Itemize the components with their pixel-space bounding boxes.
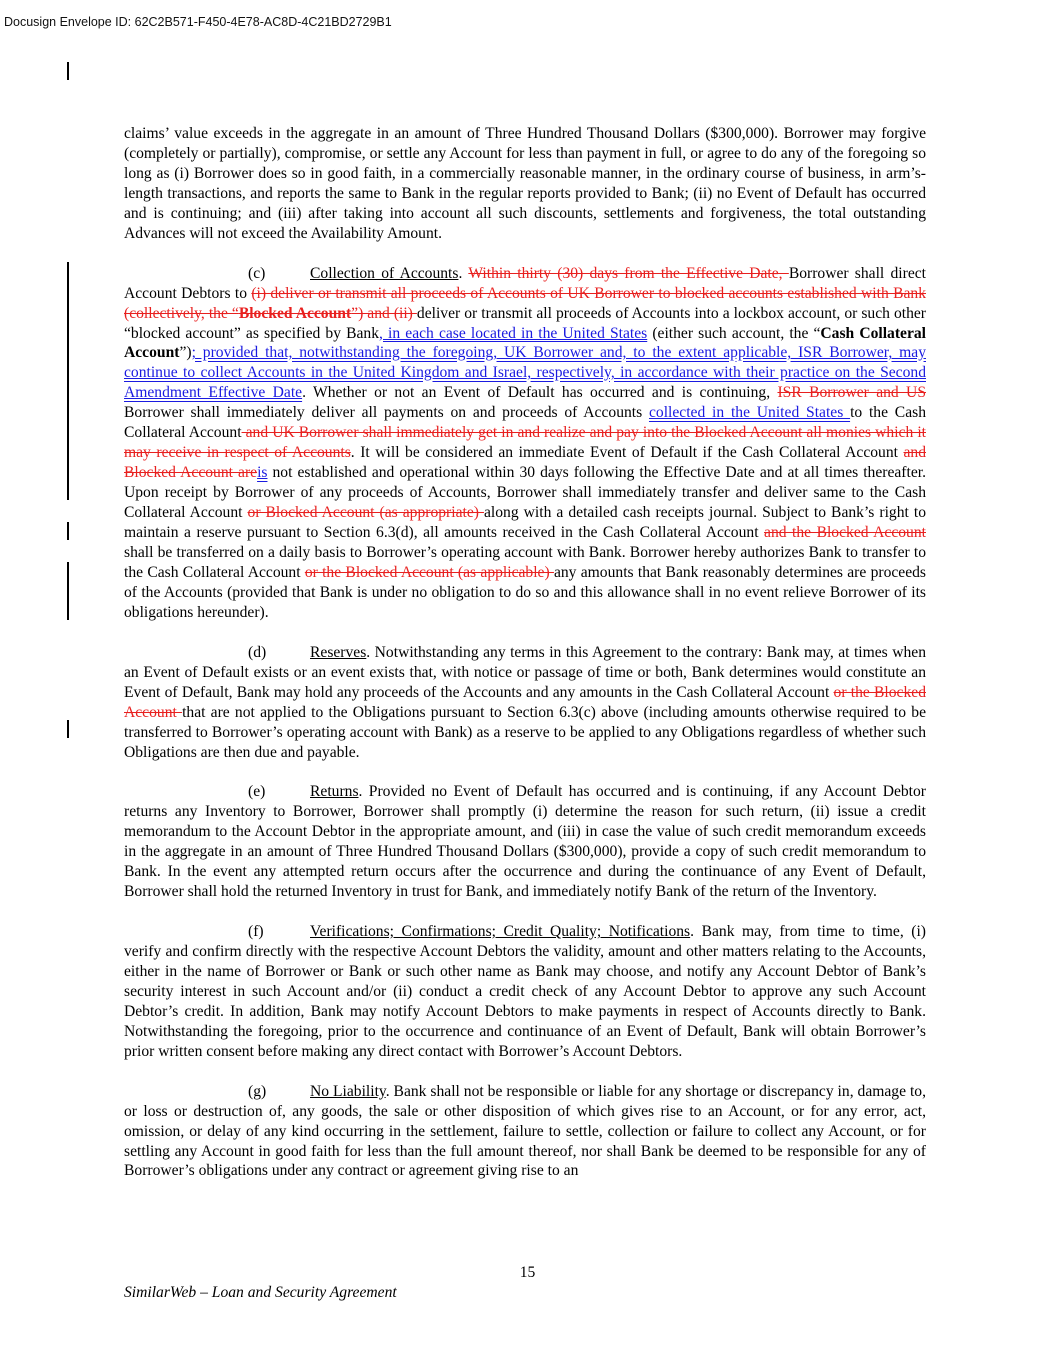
- text-run: along with a detailed cash receipts journal. Subject to Bank’s right to maintain a reserve pursuant to Section 6.3(d), all amounts received in the Cash Collateral Account: [124, 504, 926, 542]
- section-heading: Collection of Accounts: [310, 264, 459, 282]
- docusign-envelope-id: Docusign Envelope ID: 62C2B571-F450-4E78-AC8D-4C21BD2729B1: [4, 15, 392, 29]
- section-label: (e): [248, 783, 266, 801]
- deleted-text: (i) deliver or transmit all proceeds of Accounts of UK Borrower to blocked accounts established with Bank (collectively, the “: [124, 284, 926, 322]
- text-run: .: [458, 264, 469, 282]
- deleted-text: ISR Borrower and US: [777, 384, 926, 402]
- text-run: . Bank shall not be responsible or liable for any shortage or discrepancy in, damage to, or loss or destruction of, any goods, the sale or other disposition of which gives rise to an Account, or for any error, act, omission, or delay of any kind occurring in the settlement, failure to settle, collection or failure to collect any Account, or for settling any Account in good faith for less than the full amount thereof, nor shall Bank be deemed to be responsible for any of Borrower’s obligations under any contract or agreement giving rise to an: [124, 1082, 926, 1180]
- change-bar: [67, 720, 69, 738]
- text-run: . Provided no Event of Default has occurred and is continuing, if any Account Debtor returns any Inventory to Borrower, Borrower shall promptly (i) determine the reason for such return, (ii) issue a credit memorandum to the Account Debtor in the appropriate amount, and (iii) in case the value of such credit memorandum exceeds in the aggregate in an amount of Three Hundred Thousand Dollars ($300,000), provide a copy of such credit memorandum to Bank. In the event any attempted return occurs after the occurrence and during the continuance of any Event of Default, Borrower shall hold the returned Inventory in trust for Bank, and immediately notify Bank of the return of the Inventory.: [124, 783, 926, 901]
- section-label: (c): [248, 264, 266, 282]
- bold-text: Cash Collateral Account: [124, 324, 927, 362]
- text-run: Borrower shall direct Account Debtors to: [124, 264, 926, 302]
- text-run: any amounts that Bank reasonably determines are proceeds of the Accounts (provided that Bank is under no obligation to do so and this allowance shall in no event relieve Borrower of its obligations hereunder).: [124, 563, 926, 621]
- text-run: . It will be considered an immediate Event of Default if the Cash Collateral Account: [350, 444, 904, 462]
- text-run: claims’ value exceeds in the aggregate in an amount of Three Hundred Thousand Dollars ($300,000). Borrower may forgive (completely or partially), compromise, or settle any Account for less than payment in full, or agree to do any of the foregoing so long as (i) Borrower does so in good faith, in a commercially reasonable manner, in the ordinary course of business, in arm’s-length transactions, and reports the same to Bank in the regular reports provided to Bank; (ii) no Event of Default has occurred and is continuing; and (iii) after taking into account all such discounts, settlements and forgiveness, the total outstanding Advances will not exceed the Availability Amount.: [124, 125, 926, 242]
- text-run: not established and operational within 30 days following the Effective Date and at all times thereafter. Upon receipt by Borrower of any proceeds of Accounts, Borrower shall immediately transfer and deliver same to the Cash Collateral Account: [124, 464, 926, 522]
- text-run: . Whether or not an Event of Default has occurred and is continuing,: [302, 384, 778, 402]
- text-run: . Notwithstanding any terms in this Agreement to the contrary: Bank may, at times when an Event of Default exists or an event exists that, with notice or passage of time or both, Bank determines would constitute an Event of Default, Bank may hold any proceeds of the Accounts and any amounts in the Cash Collateral Account: [124, 643, 926, 701]
- deleted-text: and UK Borrower shall immediately get in and realize and pay into the Blocked Account all monies which it may receive in respect of Accounts: [124, 424, 926, 462]
- text-run: to the Cash Collateral Account: [124, 404, 926, 442]
- section-label: (f): [248, 923, 264, 941]
- text-run: Borrower shall immediately deliver all payments on and proceeds of Accounts: [124, 404, 649, 422]
- deleted-text: and Blocked Account are: [124, 444, 927, 482]
- change-bar: [67, 522, 69, 540]
- change-bar: [67, 562, 69, 620]
- section-label: (g): [248, 1082, 267, 1100]
- change-bar: [67, 262, 69, 500]
- deleted-text: Within thirty (30) days from the Effective Date,: [468, 264, 789, 282]
- section-heading: Verifications; Confirmations; Credit Quality; Notifications: [310, 923, 691, 941]
- text-run: that are not applied to the Obligations pursuant to Section 6.3(c) above (including amounts otherwise required to be transferred to Borrower’s operating account with Bank) as a reserve to be applied to any Obligations regardless of whether such Obligations are then due and payable.: [124, 703, 926, 761]
- deleted-text: or Blocked Account (as appropriate): [247, 504, 484, 522]
- paragraph: [124, 643, 926, 763]
- deleted-text: and the Blocked Account: [764, 524, 926, 542]
- paragraph: [124, 264, 926, 623]
- deleted-text-bold: Blocked Account: [238, 304, 352, 322]
- inserted-text: , in each case located in the United States: [379, 324, 648, 342]
- section-heading: Reserves: [310, 643, 367, 661]
- inserted-text: collected in the United States: [648, 404, 851, 422]
- paragraph: [124, 124, 926, 244]
- text-run: . Bank may, from time to time, (i) verify and confirm directly with the respective Account Debtors the validity, amount and other matters relating to the Accounts, either in the name of Borrower or Bank or such other name as Bank may choose, and notify any Account Debtor of Bank’s security interest in such Account and/or (ii) conduct a credit check of any Account Debtor to approve any such Account Debtor’s credit. In addition, Bank may notify Account Debtors to make payments in respect of Accounts directly to Bank. Notwithstanding the foregoing, prior to the occurrence and continuance of an Event of Default, Bank will obtain Borrower’s prior written consent before making any direct contact with Borrower’s Account Debtors.: [124, 923, 926, 1060]
- deleted-text: or the Blocked Account (as applicable): [304, 563, 554, 581]
- text-run: deliver or transmit all proceeds of Accounts into a lockbox account, or such other “blocked account” as specified by Bank: [124, 304, 927, 342]
- text-run: (either such account, the “: [647, 324, 821, 342]
- inserted-text: is: [257, 464, 268, 482]
- deleted-text: or the Blocked Account: [124, 683, 926, 721]
- section-label: (d): [248, 643, 267, 661]
- deleted-text: ”) and (ii): [351, 304, 417, 322]
- paragraph: [124, 922, 926, 1062]
- inserted-text: ; provided that, notwithstanding the foregoing, UK Borrower and, to the extent applicable, ISR Borrower, may continue to collect Accounts in the United Kingdom and Israel, respectively, in accordance with their practice on the Second Amendment Effective Date: [124, 344, 926, 402]
- text-run: ”): [179, 344, 192, 362]
- change-bar: [67, 62, 69, 80]
- section-heading: Returns: [310, 783, 359, 801]
- document-body: [124, 124, 926, 1201]
- paragraph: [124, 782, 926, 902]
- paragraph: [124, 1082, 926, 1182]
- page-number: 15: [519, 1264, 536, 1281]
- text-run: shall be transferred on a daily basis to Borrower’s operating account with Bank. Borrower hereby authorizes Bank to transfer to the Cash Collateral Account: [124, 544, 926, 581]
- section-heading: No Liability: [310, 1082, 386, 1100]
- document-footer: SimilarWeb – Loan and Security Agreement: [124, 1284, 397, 1301]
